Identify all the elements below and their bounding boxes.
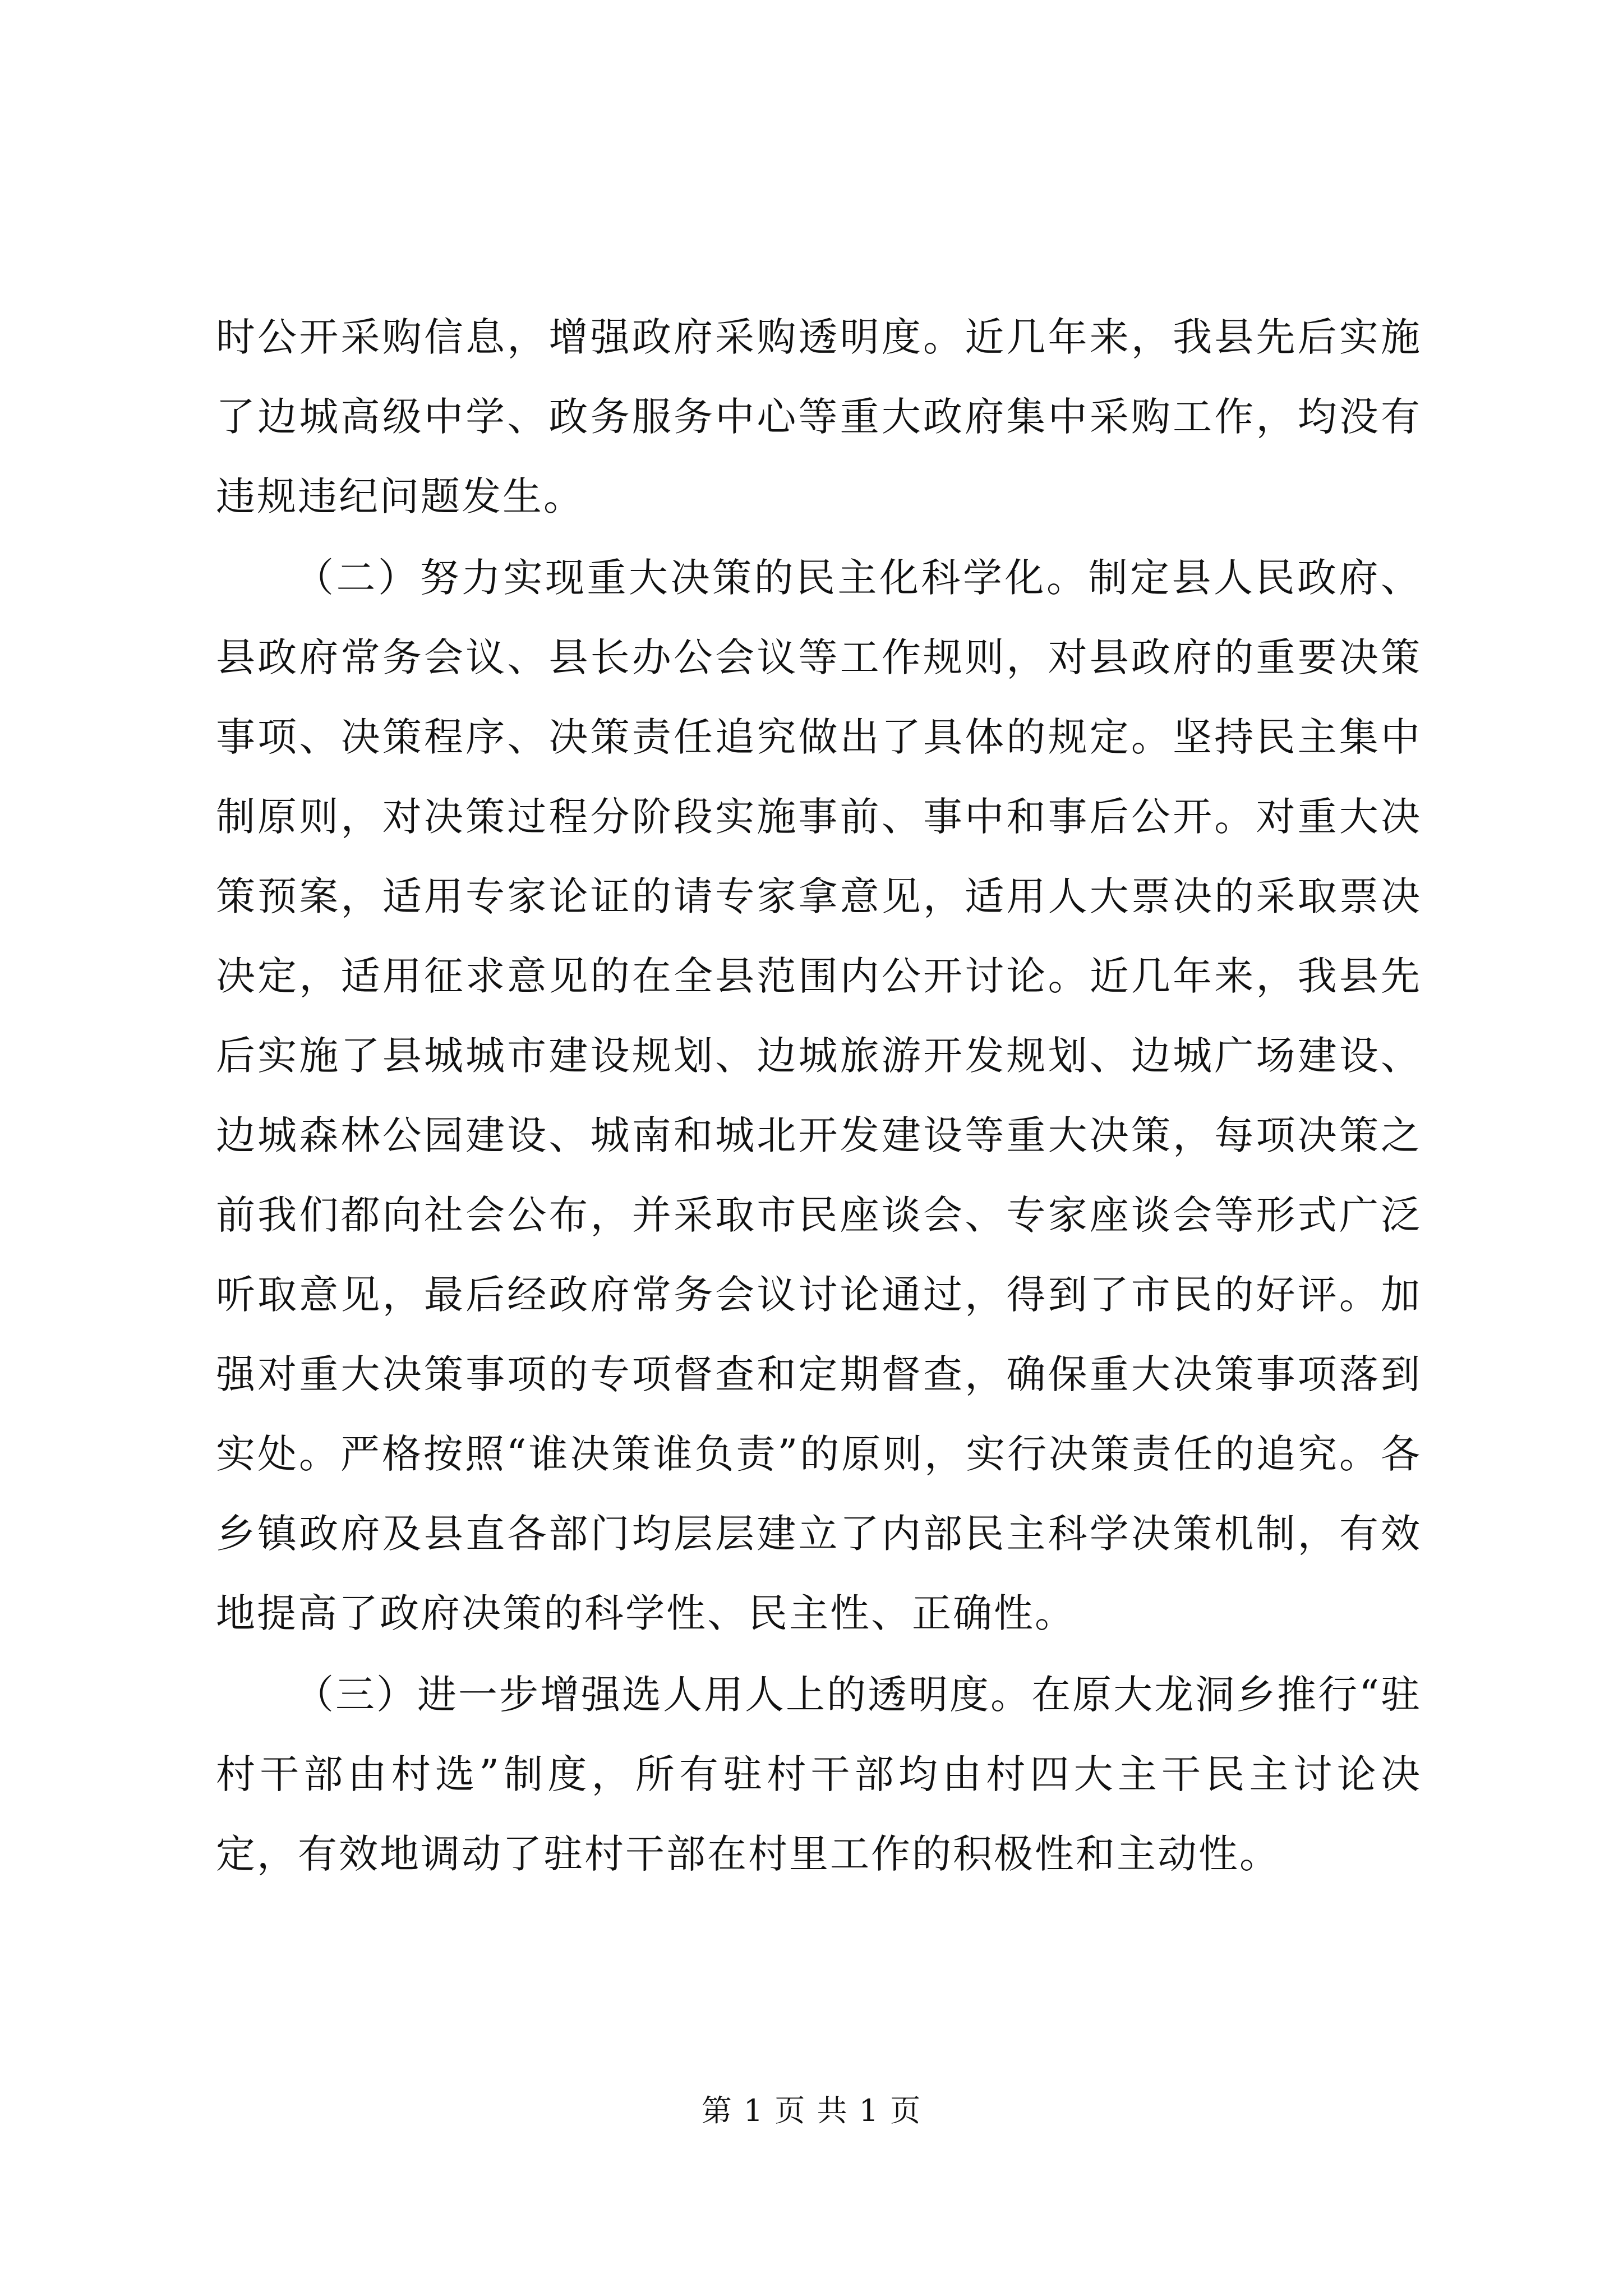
document-body [216, 297, 1422, 1895]
paragraph-personnel-selection: （三）进一步增强选人用人上的透明度。在原大龙洞乡推行“驻村干部由村选”制度，所有驻村干部均由村四大主干民主讨论决定，有效地调动了驻村干部在村里工作的积极性和主动性。 [216, 1672, 1422, 1877]
paragraph-decision-making: （二）努力实现重大决策的民主化科学化。制定县人民政府、县政府常务会议、县长办公会议等工作规则，对县政府的重要决策事项、决策程序、决策责任追究做出了具体的规定。坚持民主集中制原则，对决策过程分阶段实施事前、事中和事后公开。对重大决策预案，适用专家论证的请专家拿意见，适用人大票决的采取票决决定，适用征求意见的在全县范围内公开讨论。近几年来，我县先后实施了县城城市建设规划、边城旅游开发规划、边城广场建设、边城森林公园建设、城南和城北开发建设等重大决策，每项决策之前我们都向社会公布，并采取市民座谈会、专家座谈会等形式广泛听取意见，最后经政府常务会议讨论通过，得到了市民的好评。加强对重大决策事项的专项督查和定期督查，确保重大决策事项落到实处。严格按照“谁决策谁负责”的原则，实行决策责任的追究。各乡镇政府及县直各部门均层层建立了内部民主科学决策机制，有效地提高了政府决策的科学性、民主性、正确性。 [216, 555, 1422, 1636]
page-footer: 第 1 页 共 1 页 [701, 2093, 922, 2128]
paragraph-procurement: 时公开采购信息，增强政府采购透明度。近几年来，我县先后实施了边城高级中学、政务服务中心等重大政府集中采购工作，均没有违规违纪问题发生。 [216, 314, 1422, 519]
